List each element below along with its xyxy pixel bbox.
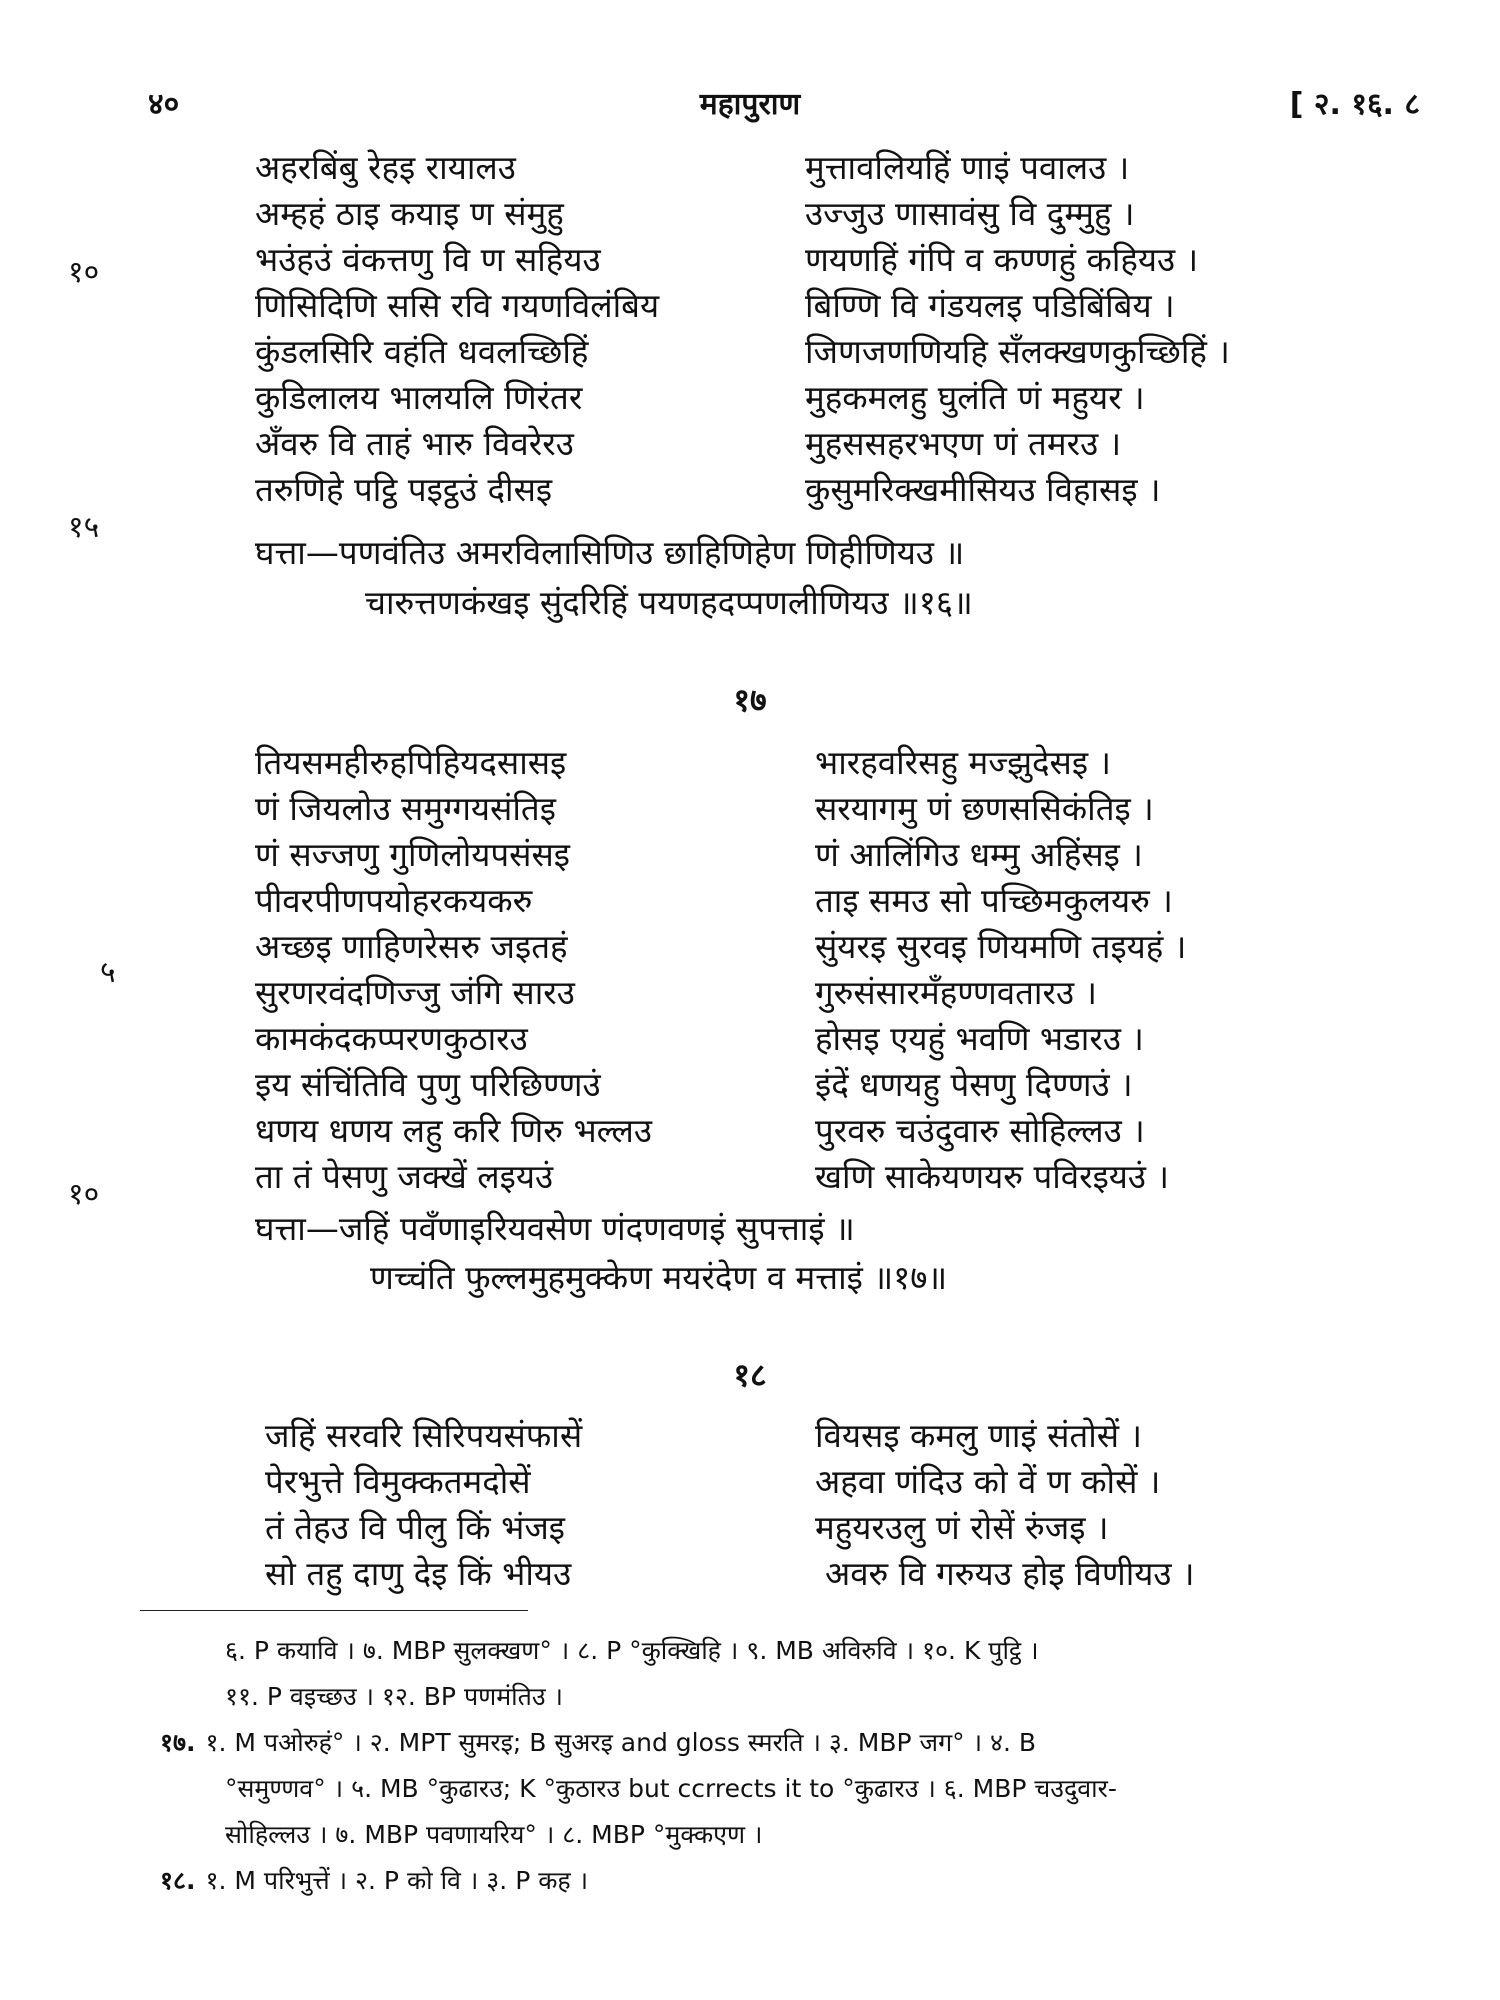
verse-left: कुडिलालय भालयलि णिरंतर	[255, 378, 583, 417]
verse-left: तियसमहीरुहपिहियदसासइ	[255, 743, 567, 782]
verse-right: सुंयरइ सुरवइ णियमणि तइयहं ।	[815, 927, 1187, 966]
footnote-section-label: १७.	[160, 1728, 196, 1757]
verse-left: पेरभुत्ते विमुक्कतमदोसें	[265, 1462, 531, 1501]
verse-right: महुयरउलु णं रोसें रुंजइ ।	[815, 1508, 1109, 1547]
verse-right: पुरवरु चउंदुवारु सोहिल्लउ ।	[815, 1111, 1145, 1150]
verse-right: अहवा णंदिउ को वें ण कोसें ।	[815, 1462, 1161, 1501]
ghatta-line: घत्ता—पणवंतिउ अमरविलासिणिउ छाहिणिहेण णिहीणियउ ॥	[255, 533, 965, 572]
verse-right: सरयागमु णं छणससिकंतिइ ।	[815, 789, 1154, 828]
section-reference: [ २. १६. ८	[1289, 87, 1420, 122]
verse-right: मुहकमलहु घुलंति णं महुयर ।	[805, 378, 1145, 417]
line-number: १५	[68, 510, 100, 545]
line-number: १०	[68, 1177, 100, 1212]
verse-right: गुरुसंसारमँहण्णवतारउ ।	[815, 973, 1098, 1012]
verse-left: णिसिदिणि ससि रवि गयणविलंबिय	[255, 286, 660, 325]
footnote-line: सोहिल्लउ । ७. MBP पवणायरिय° । ८. MBP °मुक्कएण ।	[225, 1820, 763, 1849]
verse-left: कामकंदकप्परणकुठारउ	[255, 1019, 528, 1058]
ghatta-line: णच्चंति फुल्लमुहमुक्केण मयरंदेण व मत्ताइं ॥१७॥	[370, 1258, 948, 1297]
page-number: ४०	[148, 87, 180, 122]
footnote-line: °समुण्णव° । ५. MB °कुढारउ; K °कुठारउ but ccrrects it to °कुढारउ । ६. MBP चउदुवार-	[225, 1774, 1117, 1803]
verse-left: जहिं सरवरि सिरिपयसंफासें	[265, 1416, 583, 1455]
verse-right: बिण्णि वि गंडयलइ पडिबिंबिय ।	[805, 286, 1175, 325]
footnote-line	[160, 1722, 1036, 1764]
verse-left: तं तेहउ वि पीलु किं भंजइ	[265, 1508, 566, 1547]
verse-left: भउंहउं वंकत्तणु वि ण सहियउ	[255, 240, 601, 279]
verse-right: मुत्तावलियहिं णाइं पवालउ ।	[805, 148, 1130, 187]
verse-left: धणय धणय लहु करि णिरु भल्लउ	[255, 1111, 653, 1150]
verse-left: ता तं पेसणु जक्खें लइयउं	[255, 1157, 554, 1196]
verse-left: पीवरपीणपयोहरकयकरु	[255, 881, 533, 920]
verse-right: उज्जुउ णासावंसु वि दुम्मुहु ।	[805, 194, 1135, 233]
verse-right: णयणहिं गंपि व कण्णहुं कहियउ ।	[805, 240, 1199, 279]
verse-right: खणि साकेयणयरु पविरइयउं ।	[815, 1157, 1170, 1196]
verse-left: णं सज्जणु गुणिलोयपसंसइ	[255, 835, 570, 874]
verse-right: मुहससहरभएण णं तमरउ ।	[805, 424, 1122, 463]
verse-right: वियसइ कमलु णाइं संतोसें ।	[815, 1416, 1143, 1455]
section-number: १८	[733, 1356, 767, 1394]
verse-right: इंदें धणयहु पेसणु दिण्णउं ।	[815, 1065, 1133, 1104]
ghatta-line: घत्ता—जहिं पवँणाइरियवसेण णंदणवणइं सुपत्ताइं ॥	[255, 1209, 855, 1248]
footnote-line: ११. P वइच्छउ । १२. BP पणमंतिउ ।	[225, 1682, 564, 1711]
verse-right: कुसुमरिक्खमीसियउ विहासइ ।	[805, 470, 1161, 509]
footnote-text: १. M पओरुहं° । २. MPT सुमरइ; B सुअरइ and gloss स्मरति । ३. MBP जग° । ४. B	[205, 1728, 1037, 1757]
verse-right: ताइ समउ सो पच्छिमकुलयरु ।	[815, 881, 1173, 920]
footnote-line: ६. P कयावि । ७. MBP सुलक्खण° । ८. P °कुक्खिहि । ९. MB अविरुवि । १०. K पुट्ठि ।	[225, 1636, 1039, 1665]
verse-left: अच्छइ णाहिणरेसरु जइतहं	[255, 927, 568, 966]
verse-right: णं आलिंगिउ धम्मु अहिंसइ ।	[815, 835, 1143, 874]
page-title: महापुराण	[699, 87, 801, 122]
verse-right: भारहवरिसहु मज्झुदेसइ ।	[815, 743, 1112, 782]
verse-right: जिणजणणियहि सँलक्खणकुच्छिहिं ।	[805, 332, 1230, 371]
verse-right: अवरु वि गरुयउ होइ विणीयउ ।	[825, 1554, 1195, 1593]
verse-left: अहरबिंबु रेहइ रायालउ	[255, 148, 516, 187]
verse-left: कुंडलसिरि वहंति धवलच्छिहिं	[255, 332, 589, 371]
verse-left: अम्हहं ठाइ कयाइ ण संमुहु	[255, 194, 564, 233]
verse-left: इय संचिंतिवि पुणु परिछिण्णउं	[255, 1065, 601, 1104]
footnote-section-label: १८.	[160, 1866, 196, 1895]
verse-left: तरुणिहे पट्ठि पइट्ठउं दीसइ	[255, 470, 553, 509]
footnote-line	[160, 1860, 588, 1902]
verse-right: होसइ एयहुं भवणि भडारउ ।	[815, 1019, 1144, 1058]
verse-left: णं जियलोउ समुग्गयसंतिइ	[255, 789, 556, 828]
verse-left: सो तहु दाणु देइ किं भीयउ	[265, 1554, 572, 1593]
section-number: १७	[733, 681, 767, 719]
line-number: १०	[68, 255, 100, 290]
ghatta-line: चारुत्तणकंखइ सुंदरिहिं पयणहदप्पणलीणियउ ॥१६॥	[365, 583, 973, 622]
verse-left: सुरणरवंदणिज्जु जंगि सारउ	[255, 973, 575, 1012]
verse-left: अँवरु वि ताहं भारु विवरेरउ	[255, 424, 574, 463]
footnote-divider	[140, 1610, 528, 1611]
line-number: ५	[100, 955, 116, 990]
footnote-text: १. M परिभुत्तें । २. P को वि । ३. P कह ।	[205, 1866, 589, 1895]
